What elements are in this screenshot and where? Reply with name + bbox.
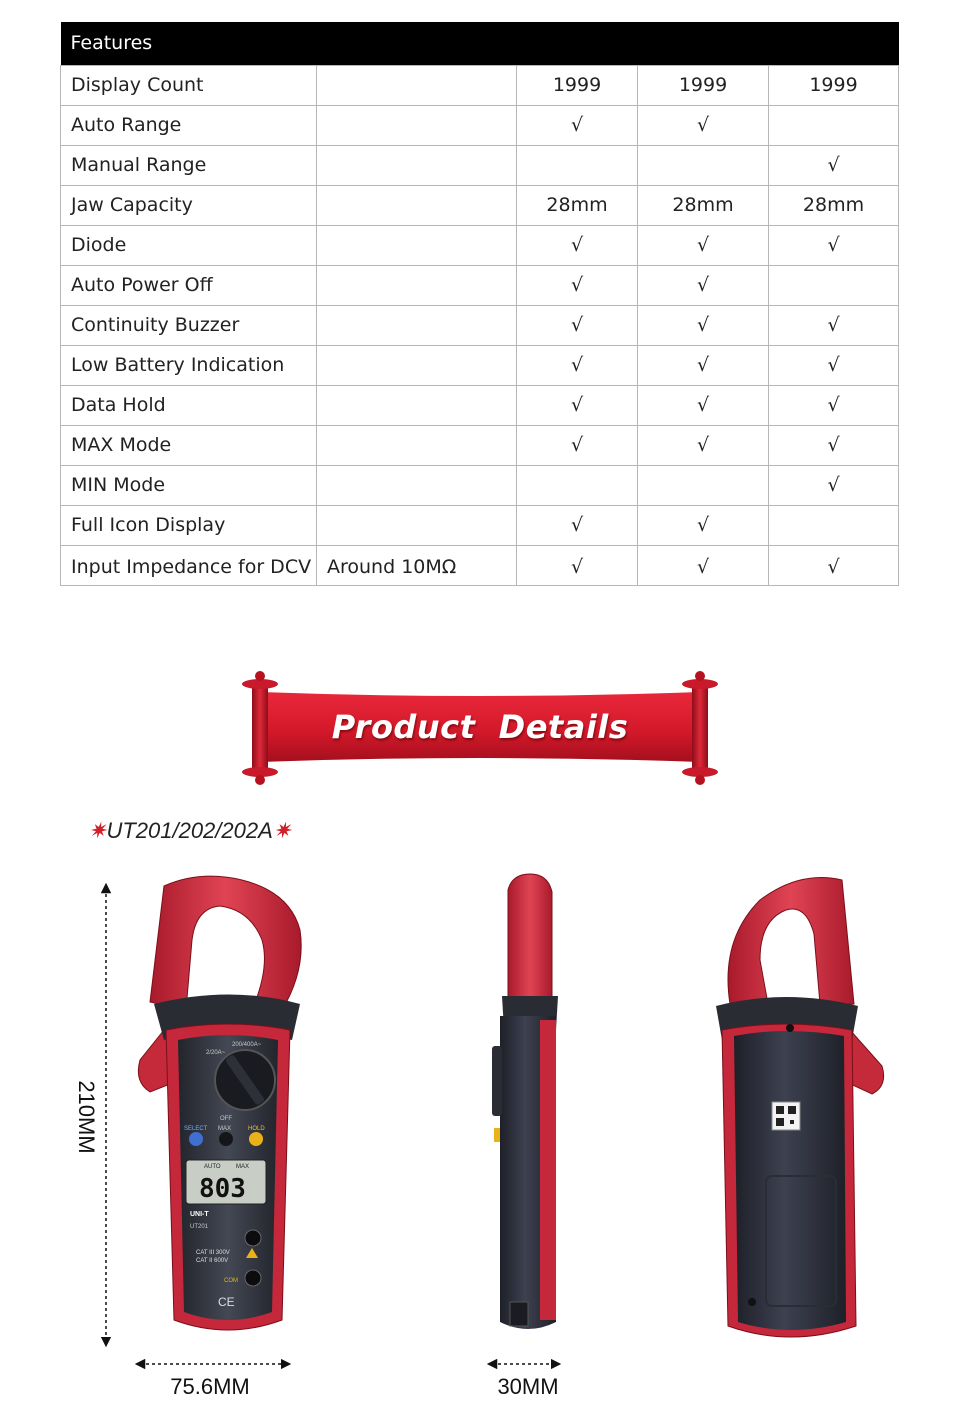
- height-dimension: 210MM: [74, 1080, 99, 1154]
- model-value-cell: 1999: [638, 65, 769, 105]
- model-value-cell: √: [517, 105, 638, 145]
- off-label: OFF: [220, 1116, 232, 1122]
- feature-name-cell: Low Battery Indication: [61, 345, 317, 385]
- ce-mark: CE: [218, 1295, 235, 1309]
- select-button: [189, 1132, 203, 1146]
- feature-name-cell: Manual Range: [61, 145, 317, 185]
- model-value-cell: √: [638, 225, 769, 265]
- select-label: SELECT: [184, 1126, 208, 1132]
- hold-label: HOLD: [248, 1126, 265, 1132]
- model-value-cell: √: [638, 505, 769, 545]
- feature-name-cell: Auto Range: [61, 105, 317, 145]
- com-jack: [245, 1270, 261, 1286]
- side-width-dimension: 30MM: [497, 1374, 559, 1399]
- model-value-cell: √: [638, 345, 769, 385]
- feature-name-cell: Input Impedance for DCV: [61, 545, 317, 585]
- side-view: [492, 874, 558, 1329]
- model-value-cell: √: [638, 545, 769, 585]
- model-value-cell: √: [517, 545, 638, 585]
- model-value-cell: √: [517, 345, 638, 385]
- feature-name-cell: Auto Power Off: [61, 265, 317, 305]
- model-value-cell: √: [769, 145, 899, 185]
- feature-name-cell: MIN Mode: [61, 465, 317, 505]
- feature-note-cell: Around 10MΩ: [317, 545, 517, 585]
- com-label: COM: [224, 1278, 238, 1284]
- lcd-reading: 803: [199, 1174, 246, 1204]
- max-button: [219, 1132, 233, 1146]
- model-value-cell: 28mm: [638, 185, 769, 225]
- star-icon: ✷: [88, 818, 107, 843]
- model-value-cell: √: [769, 345, 899, 385]
- model-value-cell: √: [769, 385, 899, 425]
- model-value-cell: √: [517, 425, 638, 465]
- back-jaw: [728, 878, 854, 1005]
- front-jaw: [150, 876, 301, 1010]
- model-value-cell: √: [638, 105, 769, 145]
- model-value-cell: 28mm: [769, 185, 899, 225]
- model-value-cell: √: [517, 265, 638, 305]
- back-view: [716, 878, 884, 1338]
- range-label-top: 200/400A~: [232, 1042, 262, 1048]
- table-header: Features: [61, 22, 899, 65]
- feature-name-cell: Jaw Capacity: [61, 185, 317, 225]
- model-value-cell: √: [769, 465, 899, 505]
- range-label-2: 2/20A~: [206, 1050, 226, 1056]
- hold-button: [249, 1132, 263, 1146]
- star-icon: ✷: [272, 818, 292, 843]
- model-value-cell: √: [517, 305, 638, 345]
- side-jaw: [508, 874, 552, 1000]
- feature-name-cell: Data Hold: [61, 385, 317, 425]
- model-value-cell: √: [769, 305, 899, 345]
- brand-logo: UNI-T: [190, 1211, 209, 1218]
- feature-name-cell: Continuity Buzzer: [61, 305, 317, 345]
- model-value-cell: √: [638, 265, 769, 305]
- banner-title: Product Details: [331, 708, 629, 746]
- model-value-cell: √: [638, 425, 769, 465]
- model-value-cell: 1999: [769, 65, 899, 105]
- lcd-max: MAX: [236, 1164, 250, 1170]
- model-value-cell: √: [769, 545, 899, 585]
- model-value-cell: √: [769, 225, 899, 265]
- feature-name-cell: Diode: [61, 225, 317, 265]
- model-value-cell: √: [638, 385, 769, 425]
- model-value-cell: √: [517, 225, 638, 265]
- max-label: MAX: [218, 1126, 232, 1132]
- feature-name-cell: MAX Mode: [61, 425, 317, 465]
- model-value-cell: 28mm: [517, 185, 638, 225]
- front-width-dimension: 75.6MM: [170, 1374, 250, 1399]
- model-value-cell: √: [638, 305, 769, 345]
- feature-name-cell: Full Icon Display: [61, 505, 317, 545]
- cat-rating-2: CAT II 600V: [196, 1258, 229, 1264]
- front-view: [138, 876, 301, 1330]
- model-value-cell: √: [769, 425, 899, 465]
- v-ohm-jack: [245, 1230, 261, 1246]
- feature-name-cell: Display Count: [61, 65, 317, 105]
- lcd-auto: AUTO: [204, 1164, 221, 1170]
- cat-rating-1: CAT III 300V: [196, 1250, 230, 1256]
- model-value-cell: √: [517, 385, 638, 425]
- model-value-cell: 1999: [517, 65, 638, 105]
- model-number: UT201: [190, 1224, 209, 1230]
- model-value-cell: √: [517, 505, 638, 545]
- model-numbers: UT201/202/202A: [106, 818, 273, 843]
